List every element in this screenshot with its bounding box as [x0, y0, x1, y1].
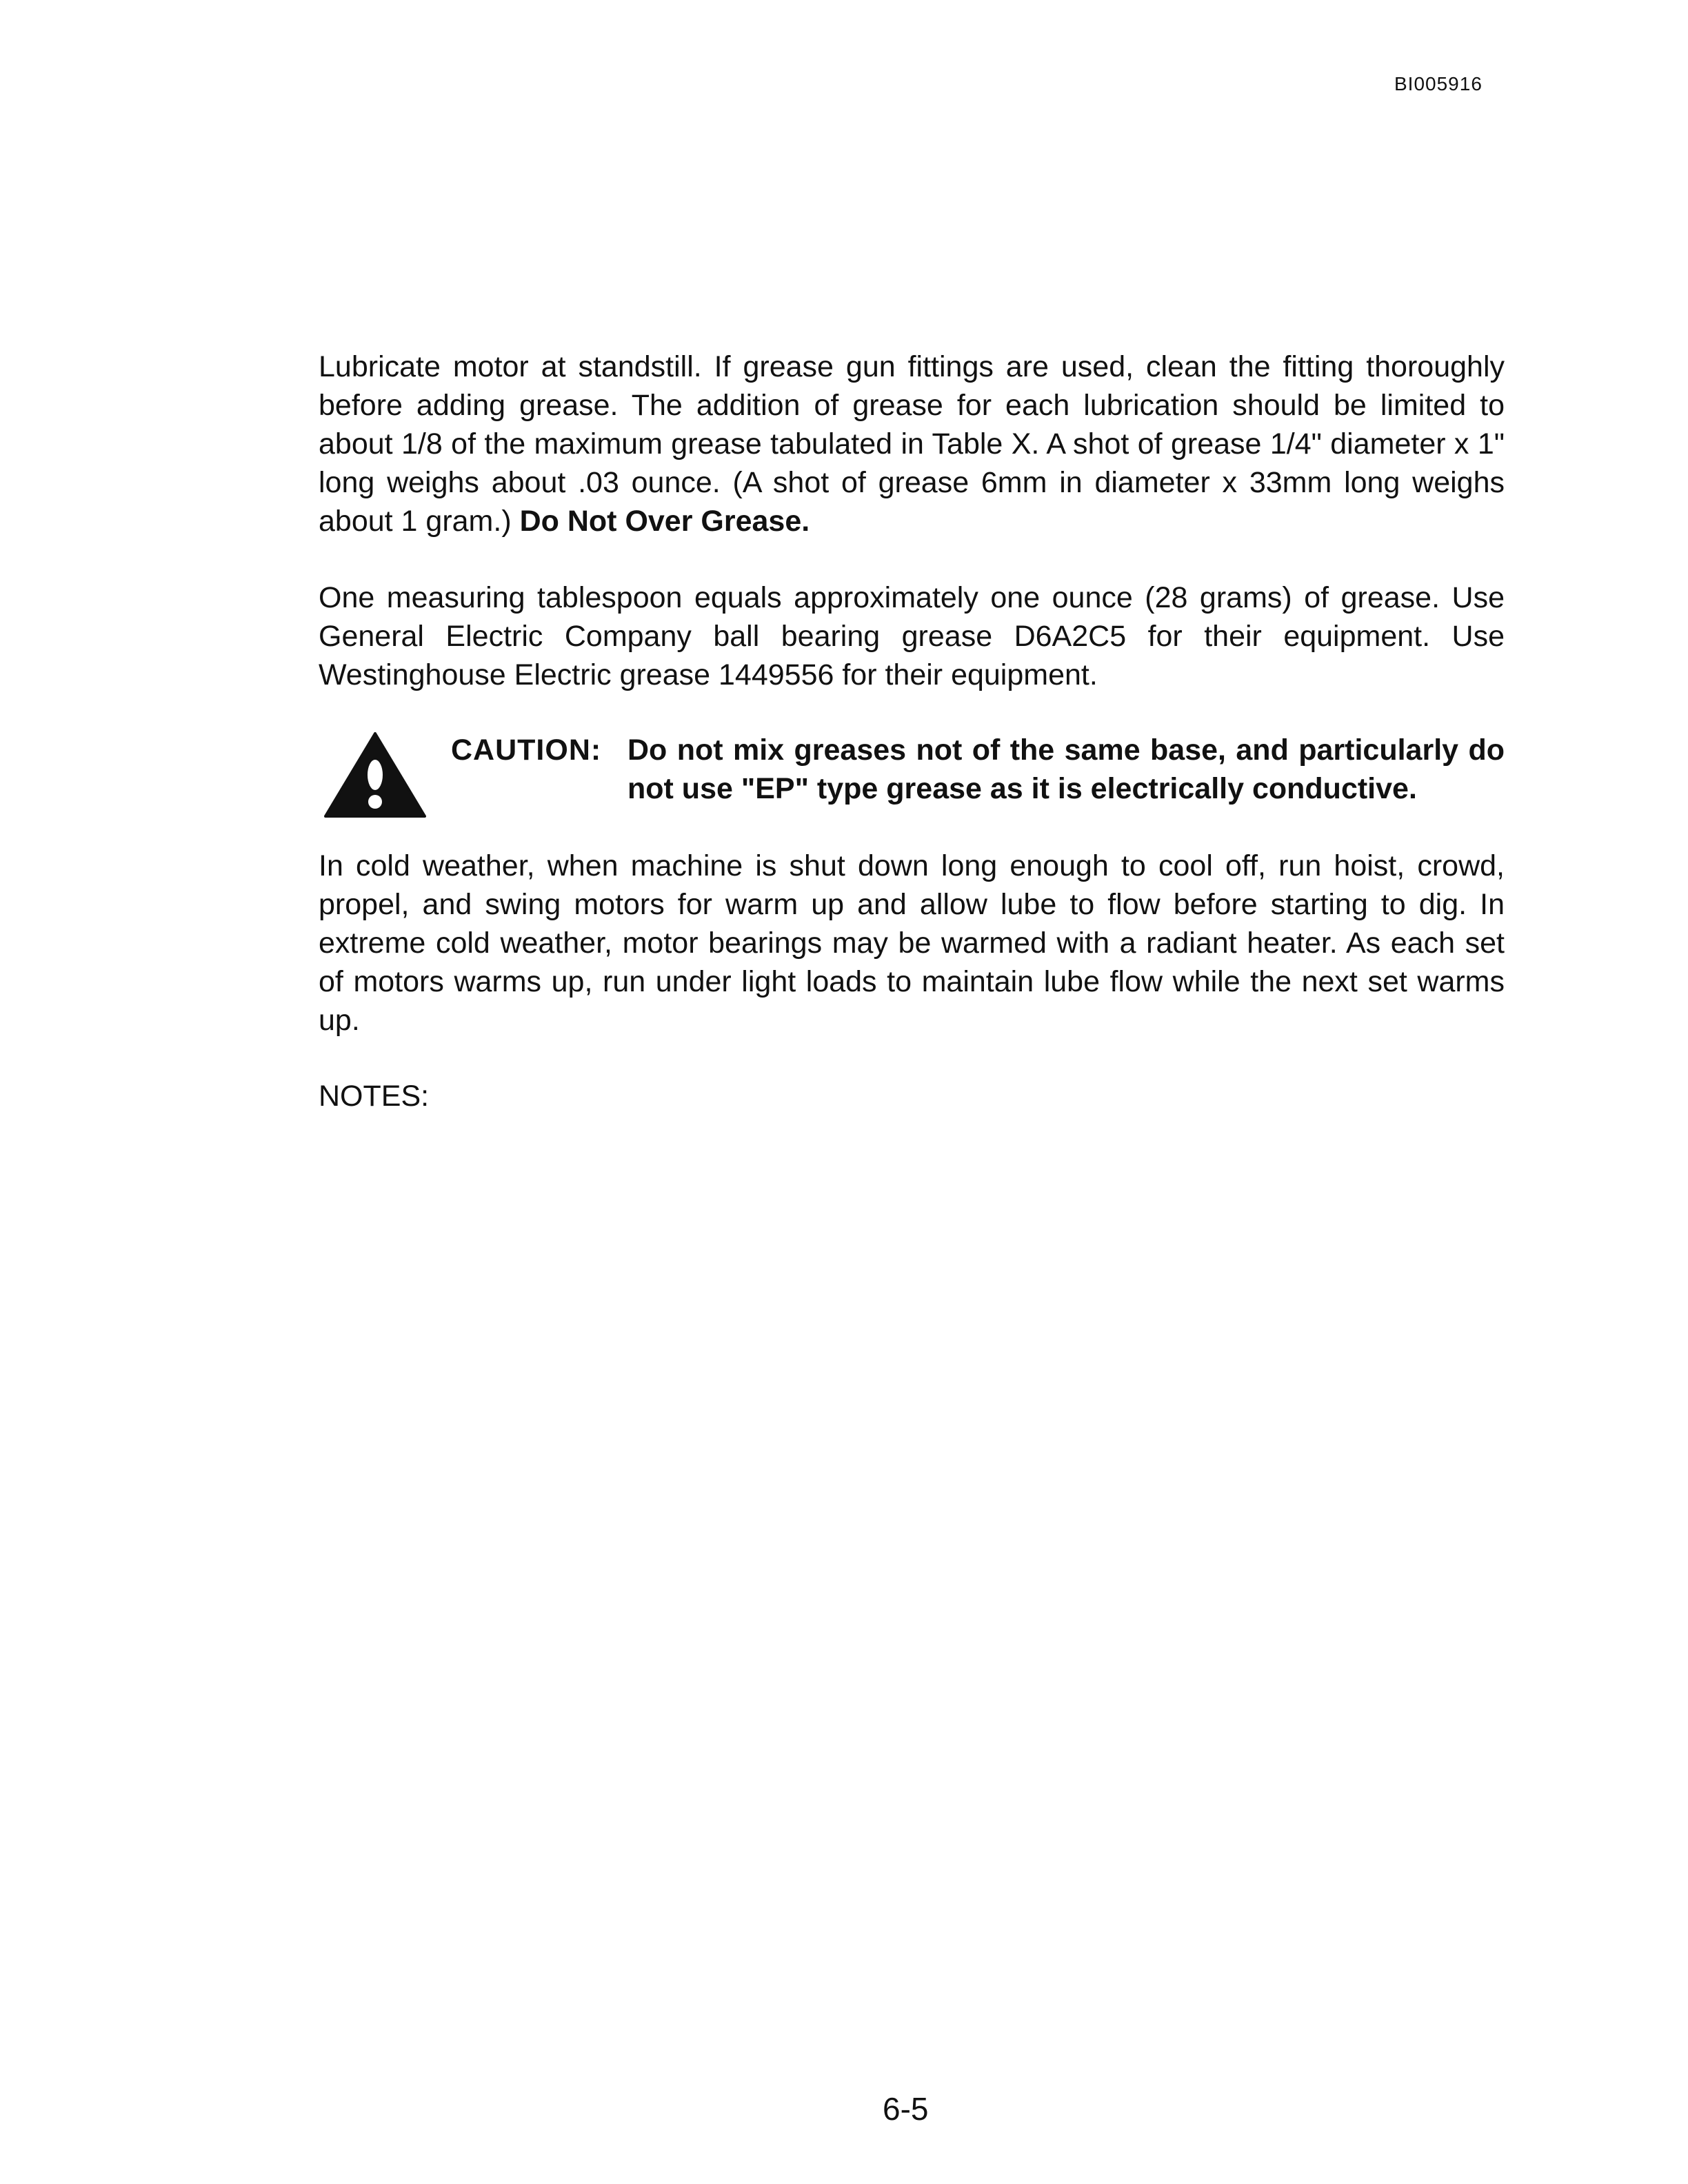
- page-number: 6-5: [883, 2091, 929, 2127]
- notes-label: NOTES:: [319, 1080, 430, 1113]
- warning-triangle-icon: [324, 731, 426, 819]
- cold-weather-paragraph: In cold weather, when machine is shut down long enough to cool off, run hoist, crowd, propel, and swing motors for warm up and allow lube to flow before starting to dig. In extreme cold weather, motor bearings may be warmed with a radiant heater. As each set of motors warms up, run under light loads to maintain lube flow while the next set warms up.: [319, 849, 1505, 1037]
- lubrication-paragraph: [319, 347, 1505, 540]
- document-id: BI005916: [1394, 73, 1483, 94]
- lubrication-paragraph-text: Lubricate motor at standstill. If grease gun fittings are used, clean the fitting thoroughly before adding grease. The addition of grease for each lubrication should be limited to about 1/8 of the maximum grease tabulated in Table X. A shot of grease 1/4" diameter x 1" long weighs about .03 ounce. (A shot of grease 6mm in diameter x 33mm long weighs about 1 gram.): [319, 350, 1505, 538]
- grease-specification-paragraph: One measuring tablespoon equals approximately one ounce (28 grams) of grease. Use General Electric Company ball bearing grease D6A2C5 for their equipment. Use Westinghouse Electric grease 1449556 for their equipment.: [319, 581, 1505, 691]
- caution-text: Do not mix greases not of the same base, and particularly do not use "EP" type grease as it is electrically conductive.: [627, 734, 1505, 805]
- do-not-over-grease-emphasis: Do Not Over Grease.: [519, 505, 810, 538]
- caution-label: CAUTION:: [451, 734, 602, 767]
- caution-notice: [319, 731, 1505, 820]
